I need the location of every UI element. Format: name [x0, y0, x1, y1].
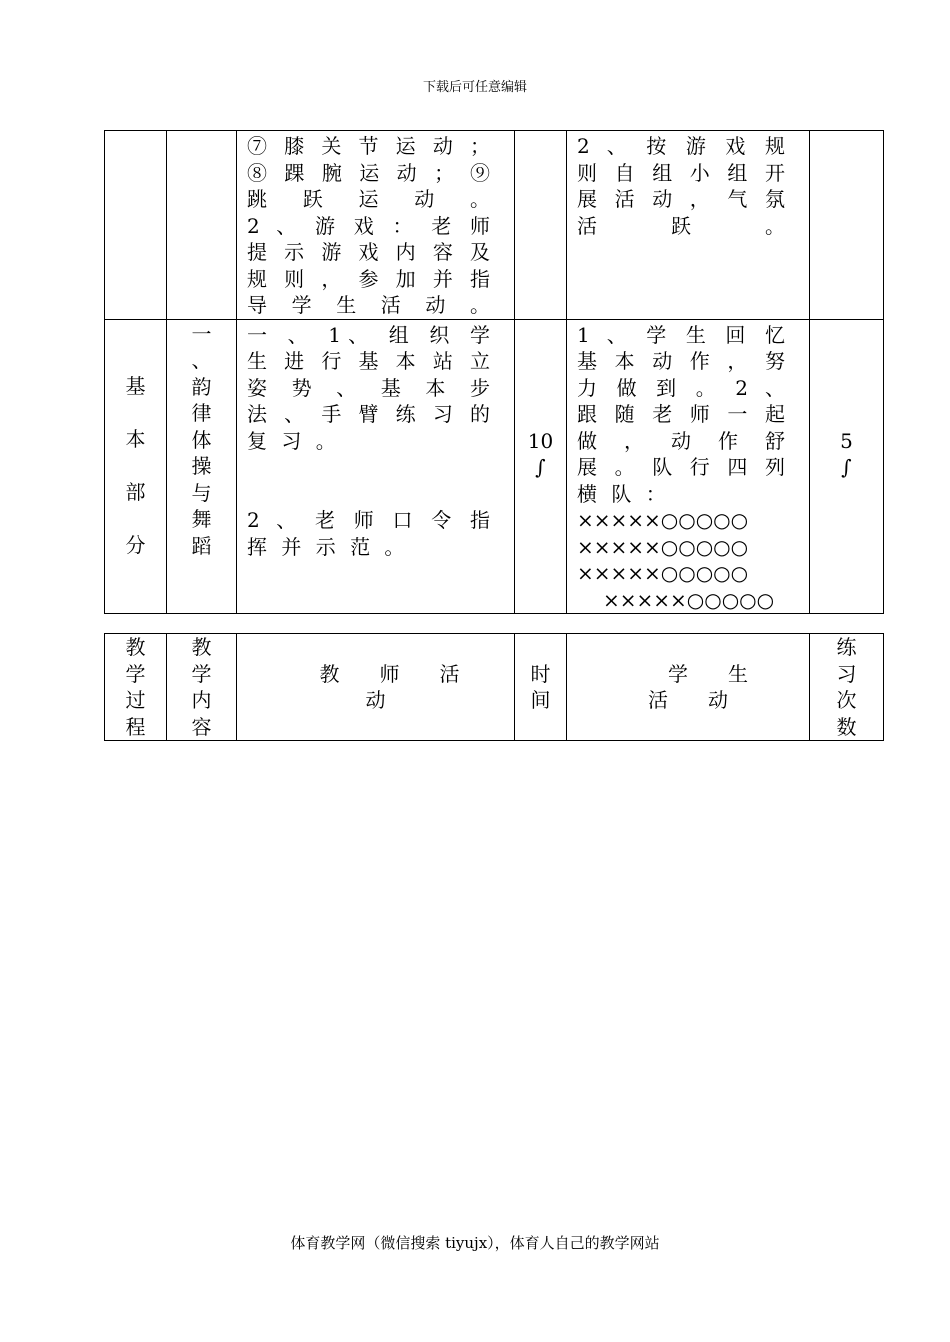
teacher-line: 挥 并 示 范 。 — [247, 534, 409, 559]
student-line: 展 活 动 ， 气 氛 — [577, 187, 789, 211]
formation-row: ×××××○○○○○ — [577, 561, 749, 585]
header-content-cell — [167, 634, 237, 741]
teacher-activity-cell — [237, 131, 515, 320]
content-cell — [167, 131, 237, 320]
formation-row: ×××××○○○○○ — [577, 534, 749, 559]
content-char: 、 — [191, 348, 212, 372]
formation-row: ×××××○○○○○ — [577, 508, 749, 532]
content-char: 韵 — [191, 374, 212, 399]
count-cell — [810, 319, 884, 614]
teacher-line: ⑧ 踝 腕 运 动 ； ⑨ — [247, 160, 494, 185]
student-activity-cell — [567, 319, 810, 614]
time-value: 10 — [527, 428, 554, 453]
teacher-line: 跳 跃 运 动 。 — [247, 187, 494, 211]
content-char: 蹈 — [191, 533, 212, 558]
header-char: 过 — [125, 688, 146, 712]
student-line: 2 、 按 游 戏 规 — [577, 134, 789, 158]
header-char: 次 — [836, 688, 857, 712]
header-row — [105, 634, 884, 741]
content-cell — [167, 319, 237, 614]
page-footer: 体育教学网（微信搜索 tiyujx），体育人自己的教学网站 — [290, 1234, 660, 1252]
student-line: 则 自 组 小 组 开 — [577, 160, 789, 185]
header-count-cell — [810, 634, 884, 741]
formation-row: ×××××○○○○○ — [603, 587, 775, 612]
student-line: 展 。 队 行 四 列 — [577, 455, 789, 479]
teacher-line: 复 习 。 — [247, 428, 340, 453]
content-char: 一 — [191, 321, 212, 346]
phase-cell — [105, 319, 167, 614]
student-line: 力 做 到 。 2 、 — [577, 375, 789, 400]
student-line: 跟 随 老 师 一 起 — [577, 402, 789, 426]
phase-char: 基 — [125, 374, 146, 399]
count-cell — [810, 131, 884, 320]
teacher-line: 提 示 游 戏 内 容 及 — [247, 240, 494, 264]
header-char: 内 — [191, 688, 212, 712]
student-activity-cell — [567, 131, 810, 320]
student-line: 横 队 ： — [577, 481, 670, 506]
content-char: 舞 — [191, 507, 212, 531]
teacher-line: 一 、 1、 组 织 学 — [247, 322, 494, 347]
content-char: 与 — [191, 480, 212, 505]
header-char: 数 — [836, 714, 857, 739]
header-char: 学 — [191, 661, 212, 686]
header-char: 学 — [125, 661, 146, 686]
student-line: 1 、 学 生 回 忆 — [577, 322, 789, 347]
header-teacher-activity-cell — [237, 634, 515, 741]
teacher-line: 导 学 生 活 动 。 — [247, 293, 494, 317]
header-char: 时 — [530, 661, 551, 686]
content-char: 操 — [191, 454, 212, 478]
header-char: 间 — [530, 688, 551, 712]
time-cell — [515, 319, 567, 614]
content-char: 体 — [191, 427, 212, 452]
table-row-warmup — [105, 131, 884, 320]
student-line: 活 跃 。 — [577, 213, 789, 238]
phase-char: 部 — [125, 480, 146, 505]
lesson-plan-table-continued — [104, 130, 884, 614]
header-char: 教 — [125, 635, 146, 659]
header-char: 程 — [125, 714, 146, 739]
header-line: 学 生 — [668, 661, 748, 686]
spacer — [247, 454, 494, 507]
header-student-activity-cell — [567, 634, 810, 741]
student-line: 做 ， 动 作 舒 — [577, 428, 789, 453]
teacher-line: 2 、 老 师 口 令 指 — [247, 508, 494, 532]
teacher-activity-cell — [237, 319, 515, 614]
teacher-line: 法 、 手 臂 练 习 的 — [247, 402, 494, 426]
phase-cell — [105, 131, 167, 320]
student-line: 基 本 动 作 ， 努 — [577, 349, 789, 373]
header-line: 教 师 活 — [319, 661, 460, 686]
teacher-line: 生 进 行 基 本 站 立 — [247, 349, 494, 373]
header-char: 练 — [836, 635, 857, 659]
header-char: 容 — [191, 714, 212, 739]
header-line: 活 动 — [648, 688, 728, 712]
lesson-plan-header-table — [104, 633, 884, 741]
count-unit: ∫ — [841, 455, 852, 480]
table-row-basic-part — [105, 319, 884, 614]
header-char: 教 — [191, 635, 212, 659]
teacher-line: 2 、 游 戏 ： 老 师 — [247, 213, 494, 238]
page-header: 下载后可任意编辑 — [422, 80, 527, 95]
time-cell — [515, 131, 567, 320]
header-line: 动 — [365, 688, 386, 712]
teacher-line: ⑦ 膝 关 节 运 动 ； — [247, 134, 494, 158]
content-char: 律 — [191, 401, 212, 425]
time-unit: ∫ — [535, 455, 546, 480]
header-process-cell — [105, 634, 167, 741]
phase-char: 分 — [125, 533, 146, 558]
teacher-line: 姿 势 、 基 本 步 — [247, 375, 494, 400]
teacher-line: 规 则 ， 参 加 并 指 — [247, 266, 494, 291]
phase-char: 本 — [125, 427, 146, 452]
header-char: 习 — [836, 661, 857, 686]
count-value: 5 — [840, 428, 853, 453]
header-time-cell — [515, 634, 567, 741]
